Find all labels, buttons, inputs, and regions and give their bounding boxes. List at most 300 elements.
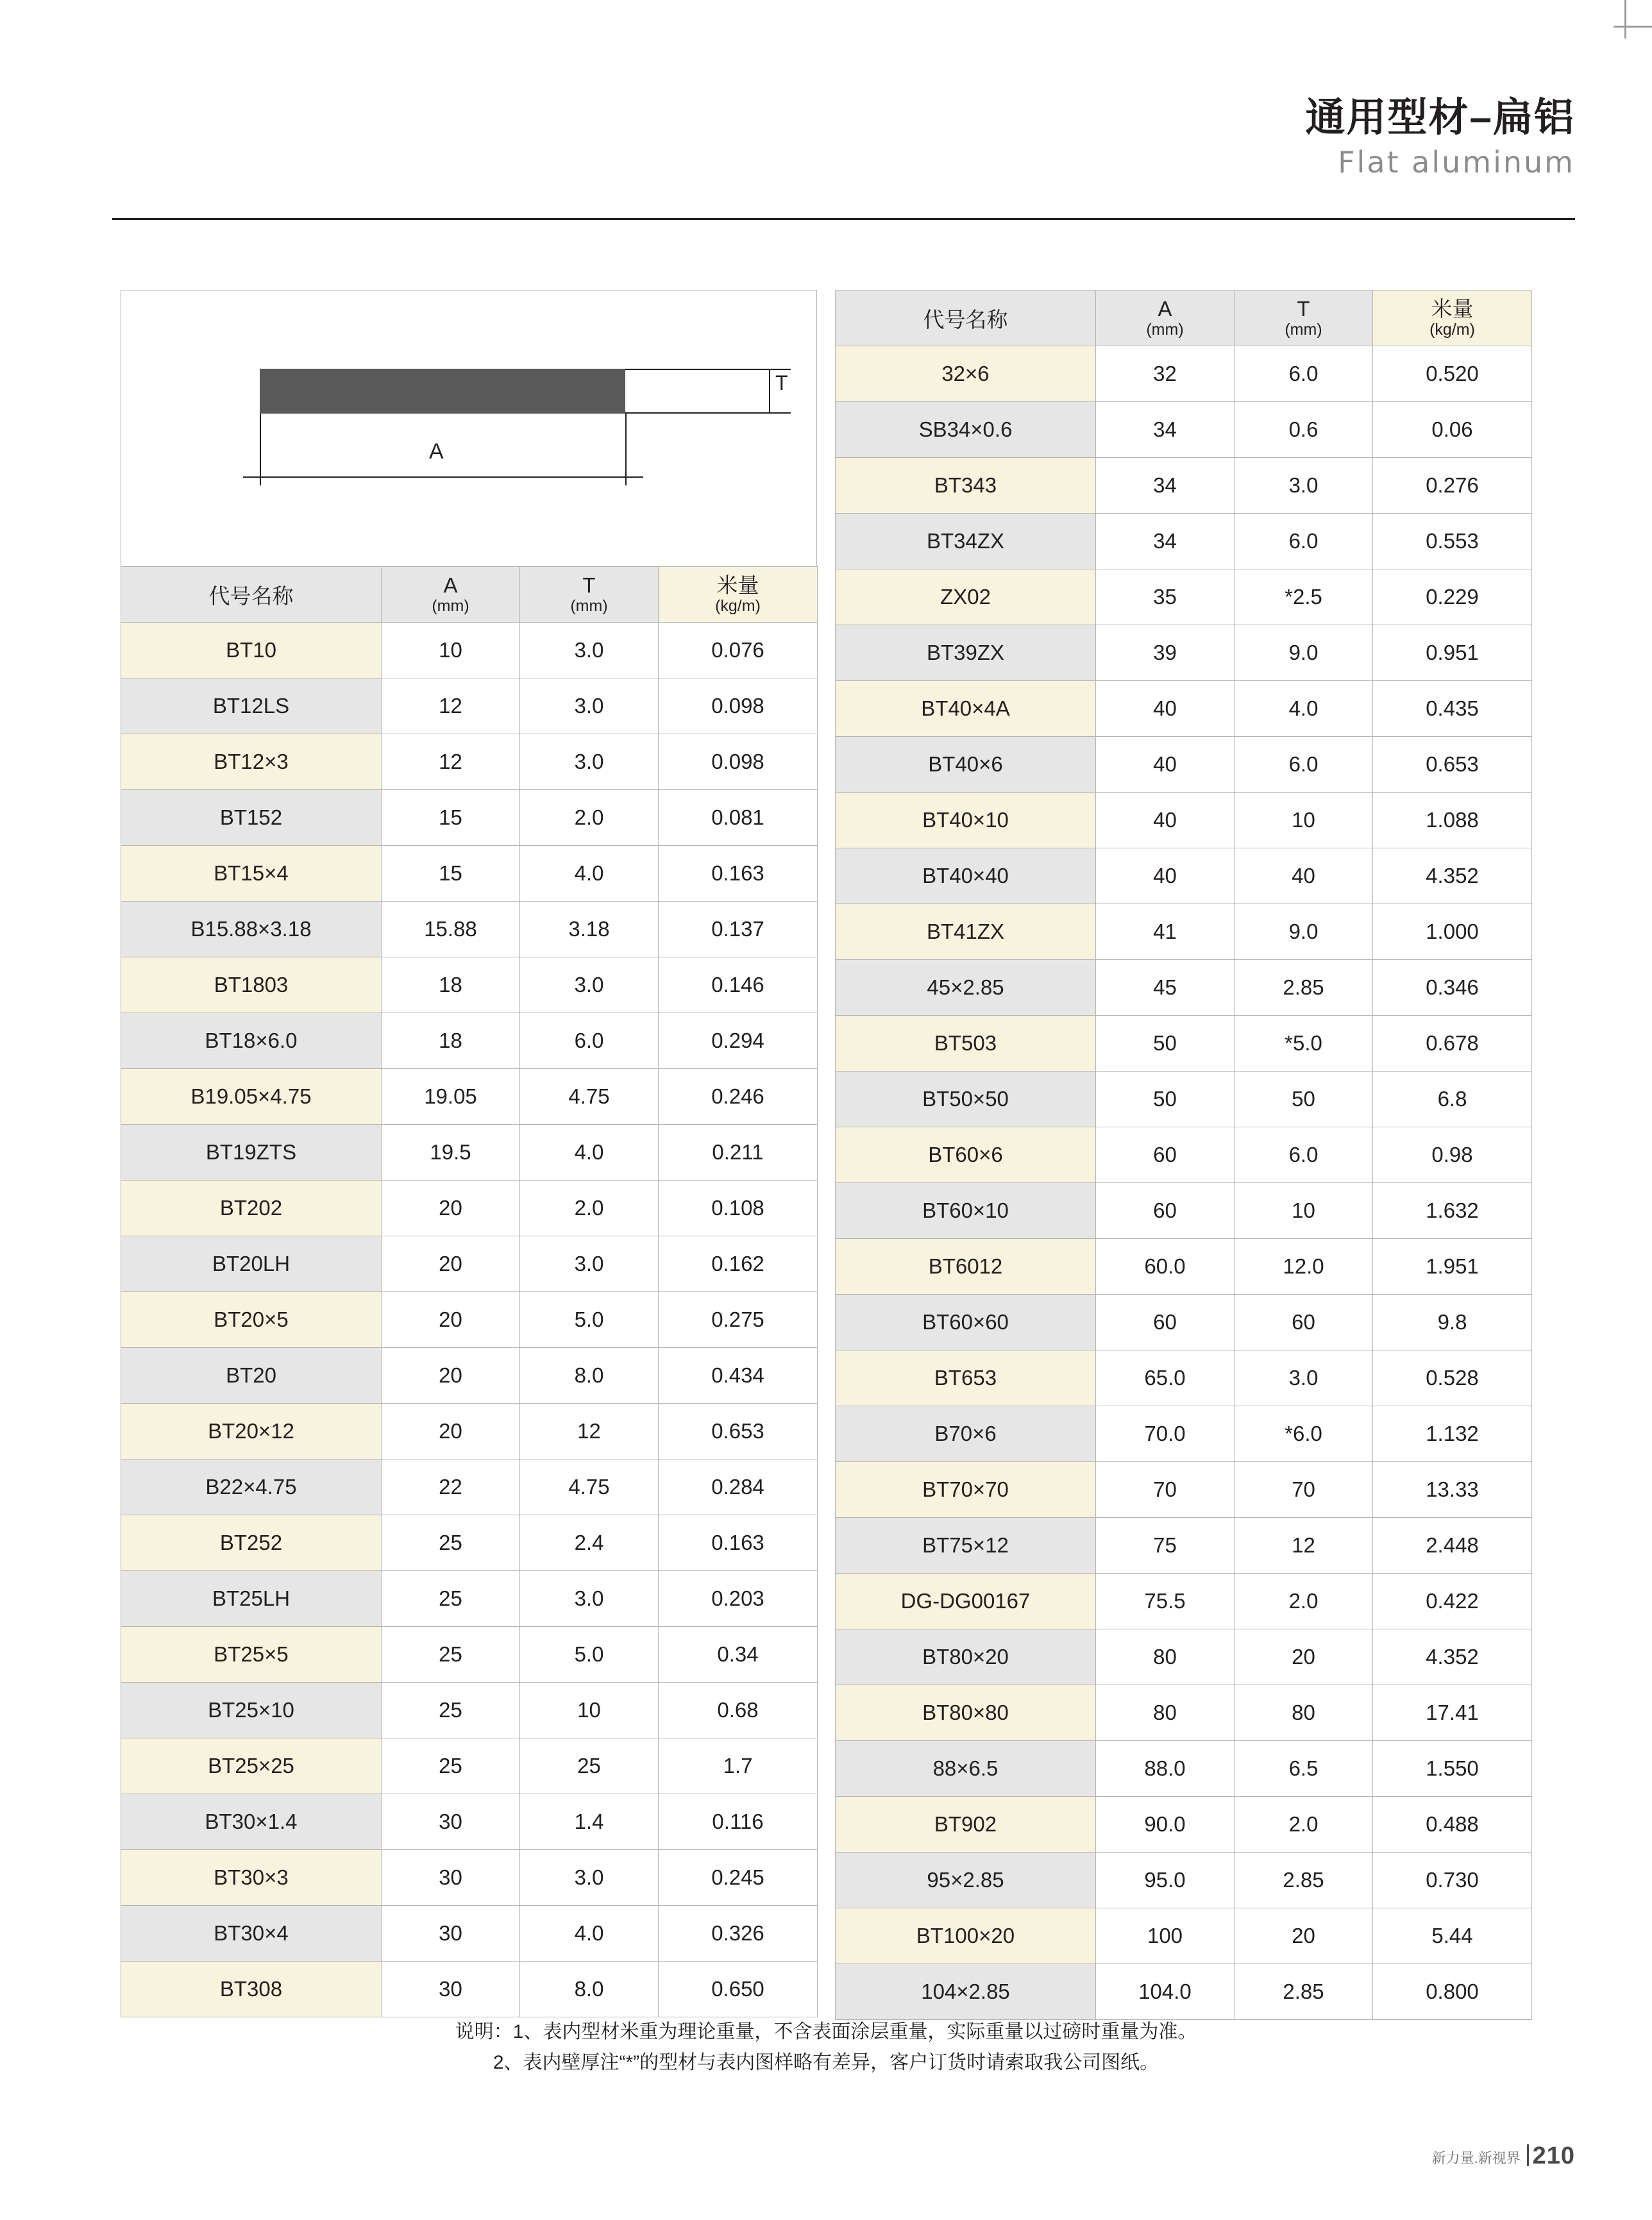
- cell-code-name: BT902: [836, 1797, 1096, 1853]
- table-row: [121, 1181, 818, 1236]
- cell-t: 60: [1235, 1295, 1373, 1350]
- cell-a: 20: [382, 1292, 520, 1348]
- cell-a: 30: [382, 1906, 520, 1962]
- cell-weight: 0.434: [659, 1348, 818, 1404]
- cell-a: 20: [382, 1404, 520, 1459]
- table-row: [121, 790, 818, 846]
- table-header-row: [121, 567, 818, 623]
- header-name: 代号名称: [836, 290, 1096, 346]
- cell-weight: 0.678: [1373, 1016, 1532, 1072]
- cell-code-name: BT6012: [836, 1239, 1096, 1295]
- cell-code-name: 88×6.5: [836, 1741, 1096, 1797]
- cell-t: 3.0: [1235, 1350, 1373, 1406]
- cell-t: *6.0: [1235, 1406, 1373, 1462]
- cell-weight: 0.203: [659, 1571, 818, 1627]
- cell-a: 20: [382, 1181, 520, 1236]
- cell-code-name: BT25×5: [121, 1627, 382, 1683]
- table-row: [836, 1518, 1532, 1574]
- header-a: [1096, 290, 1235, 346]
- cell-t: 2.0: [520, 790, 659, 846]
- cell-code-name: DG-DG00167: [836, 1574, 1096, 1629]
- cell-code-name: BT50×50: [836, 1072, 1096, 1127]
- cell-code-name: BT18×6.0: [121, 1013, 382, 1069]
- cell-code-name: BT34ZX: [836, 514, 1096, 569]
- cell-a: 18: [382, 957, 520, 1013]
- cell-weight: 0.294: [659, 1013, 818, 1069]
- header-weight-unit: (kg/m): [1429, 321, 1475, 339]
- table-row: [836, 569, 1532, 625]
- cell-t: 4.75: [520, 1459, 659, 1515]
- cell-t: 6.0: [1235, 346, 1373, 402]
- cell-code-name: BT252: [121, 1515, 382, 1571]
- table-row: [836, 904, 1532, 960]
- extension-line-left: [260, 414, 261, 485]
- table-row: [121, 1236, 818, 1292]
- cell-weight: 0.488: [1373, 1797, 1532, 1853]
- extension-line-right: [625, 414, 627, 485]
- cell-t: 20: [1235, 1629, 1373, 1685]
- table-row: [836, 1629, 1532, 1685]
- cell-a: 80: [1096, 1685, 1235, 1741]
- cell-weight: 1.550: [1373, 1741, 1532, 1797]
- cell-weight: 0.06: [1373, 402, 1532, 458]
- cell-code-name: BT152: [121, 790, 382, 846]
- page-number: [1527, 2142, 1575, 2170]
- cell-code-name: BT40×4A: [836, 681, 1096, 737]
- table-row: [836, 848, 1532, 904]
- header-a-main: A: [443, 573, 458, 597]
- cell-code-name: BT80×20: [836, 1629, 1096, 1685]
- header-t-main: T: [1297, 296, 1310, 321]
- page-subtitle: Flat aluminum: [1338, 145, 1575, 180]
- cell-weight: 17.41: [1373, 1685, 1532, 1741]
- table-row: [121, 1459, 818, 1515]
- cell-t: 2.0: [520, 1181, 659, 1236]
- cell-code-name: BT12LS: [121, 678, 382, 734]
- cell-t: 6.0: [1235, 737, 1373, 793]
- cell-a: 19.5: [382, 1125, 520, 1181]
- cell-code-name: BT15×4: [121, 846, 382, 902]
- cell-weight: 1.632: [1373, 1183, 1532, 1239]
- cell-weight: 4.352: [1373, 848, 1532, 904]
- table-row: [836, 1797, 1532, 1853]
- cell-code-name: BT25LH: [121, 1571, 382, 1627]
- table-row: [836, 737, 1532, 793]
- table-row: [121, 734, 818, 790]
- cell-code-name: BT10: [121, 623, 382, 678]
- cell-code-name: BT202: [121, 1181, 382, 1236]
- table-row: [121, 1069, 818, 1125]
- table-row: [836, 1574, 1532, 1629]
- cell-t: 10: [1235, 1183, 1373, 1239]
- cell-weight: 1.7: [659, 1738, 818, 1794]
- right-table-body: [836, 346, 1532, 2020]
- cell-t: 10: [520, 1683, 659, 1738]
- cell-weight: 9.8: [1373, 1295, 1532, 1350]
- cell-t: 50: [1235, 1072, 1373, 1127]
- cell-t: 3.0: [520, 1571, 659, 1627]
- left-spec-table: [121, 566, 818, 2017]
- header-weight-main: 米量: [1431, 296, 1474, 321]
- cell-weight: 0.730: [1373, 1853, 1532, 1908]
- cell-code-name: BT100×20: [836, 1908, 1096, 1964]
- table-row: [121, 678, 818, 734]
- cell-a: 100: [1096, 1908, 1235, 1964]
- cell-code-name: BT60×60: [836, 1295, 1096, 1350]
- table-row: [836, 960, 1532, 1016]
- cell-a: 34: [1096, 458, 1235, 514]
- table-row: [121, 1794, 818, 1850]
- cell-code-name: BT20×5: [121, 1292, 382, 1348]
- table-row: [836, 1127, 1532, 1183]
- table-row: [121, 957, 818, 1013]
- dimension-tick-t-top: [748, 369, 791, 370]
- header-a-main: A: [1158, 296, 1172, 321]
- cell-t: 2.4: [520, 1515, 659, 1571]
- cell-a: 22: [382, 1459, 520, 1515]
- cell-weight: 0.284: [659, 1459, 818, 1515]
- dimension-tick-t-bottom: [748, 412, 791, 414]
- cell-code-name: BT60×6: [836, 1127, 1096, 1183]
- cell-code-name: BT25×25: [121, 1738, 382, 1794]
- header-t: [1235, 290, 1373, 346]
- cell-a: 80: [1096, 1629, 1235, 1685]
- cell-weight: 0.276: [1373, 458, 1532, 514]
- cell-t: 5.0: [520, 1292, 659, 1348]
- table-row: [836, 1350, 1532, 1406]
- cell-t: 3.18: [520, 902, 659, 957]
- cell-a: 18: [382, 1013, 520, 1069]
- table-row: [121, 1738, 818, 1794]
- cell-weight: 0.650: [659, 1962, 818, 2017]
- cell-t: 8.0: [520, 1962, 659, 2017]
- cell-t: 4.75: [520, 1069, 659, 1125]
- profile-diagram: [121, 290, 817, 566]
- crop-mark-horizontal: [1614, 26, 1652, 28]
- cell-t: 80: [1235, 1685, 1373, 1741]
- cell-a: 75: [1096, 1518, 1235, 1574]
- cell-weight: 0.528: [1373, 1350, 1532, 1406]
- cell-t: 4.0: [520, 846, 659, 902]
- left-column: [121, 290, 817, 2020]
- cell-code-name: B70×6: [836, 1406, 1096, 1462]
- header-a: [382, 567, 520, 623]
- page-footer: [1431, 2142, 1575, 2170]
- cell-a: 60: [1096, 1183, 1235, 1239]
- table-row: [836, 681, 1532, 737]
- cell-weight: 0.951: [1373, 625, 1532, 681]
- cell-code-name: B22×4.75: [121, 1459, 382, 1515]
- cell-weight: 0.146: [659, 957, 818, 1013]
- dimension-label-t: T: [775, 371, 788, 394]
- cell-a: 25: [382, 1571, 520, 1627]
- right-column: [835, 290, 1531, 2020]
- cell-weight: 6.8: [1373, 1072, 1532, 1127]
- table-row: [121, 1125, 818, 1181]
- header-divider: [112, 218, 1575, 220]
- cell-a: 34: [1096, 514, 1235, 569]
- cell-weight: 0.137: [659, 902, 818, 957]
- cell-t: 6.0: [1235, 514, 1373, 569]
- cell-code-name: 45×2.85: [836, 960, 1096, 1016]
- cell-a: 12: [382, 678, 520, 734]
- cell-weight: 0.326: [659, 1906, 818, 1962]
- cell-a: 88.0: [1096, 1741, 1235, 1797]
- cell-t: 4.0: [520, 1125, 659, 1181]
- cell-weight: 0.800: [1373, 1964, 1532, 2020]
- header-t-main: T: [582, 573, 596, 597]
- cell-t: 5.0: [520, 1627, 659, 1683]
- table-row: [836, 1239, 1532, 1295]
- cell-t: 3.0: [520, 1850, 659, 1906]
- cell-weight: 0.098: [659, 734, 818, 790]
- cell-t: 3.0: [520, 678, 659, 734]
- table-row: [121, 1850, 818, 1906]
- cell-weight: 2.448: [1373, 1518, 1532, 1574]
- cell-a: 30: [382, 1850, 520, 1906]
- page-title: 通用型材–扁铝: [1305, 96, 1575, 140]
- header-a-unit: (mm): [432, 597, 469, 616]
- cell-weight: 0.245: [659, 1850, 818, 1906]
- cell-weight: 0.229: [1373, 569, 1532, 625]
- cell-t: 12.0: [1235, 1239, 1373, 1295]
- cell-weight: 0.98: [1373, 1127, 1532, 1183]
- cell-code-name: BT80×80: [836, 1685, 1096, 1741]
- cell-a: 20: [382, 1236, 520, 1292]
- cell-t: 10: [1235, 793, 1373, 848]
- note-line-1: 说明：1、表内型材米重为理论重量，不含表面涂层重量，实际重量以过磅时重量为准。: [455, 2021, 1197, 2042]
- cell-a: 70: [1096, 1462, 1235, 1518]
- cell-t: 2.0: [1235, 1574, 1373, 1629]
- cell-weight: 13.33: [1373, 1462, 1532, 1518]
- cell-a: 104.0: [1096, 1964, 1235, 2020]
- cell-weight: 0.163: [659, 1515, 818, 1571]
- table-row: [836, 1072, 1532, 1127]
- table-row: [121, 1571, 818, 1627]
- cell-t: 6.0: [1235, 1127, 1373, 1183]
- cell-weight: 0.076: [659, 623, 818, 678]
- cell-a: 40: [1096, 681, 1235, 737]
- cell-t: 4.0: [1235, 681, 1373, 737]
- notes-block: [0, 2017, 1652, 2078]
- cell-code-name: BT30×4: [121, 1906, 382, 1962]
- cell-weight: 0.346: [1373, 960, 1532, 1016]
- cell-a: 75.5: [1096, 1574, 1235, 1629]
- left-table-body: [121, 623, 818, 2017]
- cell-a: 15: [382, 846, 520, 902]
- cell-a: 25: [382, 1627, 520, 1683]
- cell-t: 6.5: [1235, 1741, 1373, 1797]
- cell-t: 12: [1235, 1518, 1373, 1574]
- table-row: [836, 1853, 1532, 1908]
- cell-a: 32: [1096, 346, 1235, 402]
- cell-code-name: BT12×3: [121, 734, 382, 790]
- table-row: [121, 1515, 818, 1571]
- table-row: [121, 1906, 818, 1962]
- cell-weight: 0.081: [659, 790, 818, 846]
- cell-a: 70.0: [1096, 1406, 1235, 1462]
- cell-code-name: ZX02: [836, 569, 1096, 625]
- cell-code-name: 32×6: [836, 346, 1096, 402]
- cell-a: 45: [1096, 960, 1235, 1016]
- dimension-line-t: [769, 369, 770, 414]
- cell-a: 10: [382, 623, 520, 678]
- cell-weight: 0.246: [659, 1069, 818, 1125]
- cell-code-name: BT30×3: [121, 1850, 382, 1906]
- cell-a: 60: [1096, 1127, 1235, 1183]
- page-number-value: 210: [1532, 2142, 1575, 2169]
- cell-code-name: B19.05×4.75: [121, 1069, 382, 1125]
- header-name: 代号名称: [121, 567, 382, 623]
- table-row: [121, 902, 818, 957]
- cell-code-name: BT60×10: [836, 1183, 1096, 1239]
- table-row: [836, 402, 1532, 458]
- dimension-label-a: A: [429, 439, 444, 464]
- table-row: [836, 1964, 1532, 2020]
- cell-a: 25: [382, 1515, 520, 1571]
- cell-a: 41: [1096, 904, 1235, 960]
- cell-weight: 0.163: [659, 846, 818, 902]
- cell-code-name: BT70×70: [836, 1462, 1096, 1518]
- cell-t: 2.85: [1235, 1853, 1373, 1908]
- cell-t: 2.85: [1235, 1964, 1373, 2020]
- cell-weight: 0.162: [659, 1236, 818, 1292]
- cell-a: 50: [1096, 1016, 1235, 1072]
- cell-t: 3.0: [520, 623, 659, 678]
- page-header: [1306, 96, 1575, 182]
- cell-t: 40: [1235, 848, 1373, 904]
- table-row: [121, 623, 818, 678]
- table-row: [836, 1685, 1532, 1741]
- cell-a: 30: [382, 1794, 520, 1850]
- cell-weight: 0.108: [659, 1181, 818, 1236]
- cell-t: 0.6: [1235, 402, 1373, 458]
- cell-a: 15: [382, 790, 520, 846]
- cell-a: 40: [1096, 737, 1235, 793]
- cell-code-name: BT41ZX: [836, 904, 1096, 960]
- cell-a: 65.0: [1096, 1350, 1235, 1406]
- table-row: [836, 1016, 1532, 1072]
- cell-t: 20: [1235, 1908, 1373, 1964]
- cell-weight: 4.352: [1373, 1629, 1532, 1685]
- cell-code-name: BT653: [836, 1350, 1096, 1406]
- footer-slogan: 新力量.新视界: [1431, 2150, 1521, 2166]
- cell-weight: 0.34: [659, 1627, 818, 1683]
- cell-weight: 5.44: [1373, 1908, 1532, 1964]
- cell-a: 60: [1096, 1295, 1235, 1350]
- table-row: [836, 458, 1532, 514]
- cell-a: 50: [1096, 1072, 1235, 1127]
- table-row: [836, 514, 1532, 569]
- table-row: [836, 1908, 1532, 1964]
- header-t-unit: (mm): [1285, 321, 1322, 339]
- cell-code-name: BT40×6: [836, 737, 1096, 793]
- content-area: [121, 290, 1531, 2020]
- cell-code-name: BT20LH: [121, 1236, 382, 1292]
- table-row: [836, 346, 1532, 402]
- header-weight: [1373, 290, 1532, 346]
- cell-t: 3.0: [520, 734, 659, 790]
- cell-weight: 1.000: [1373, 904, 1532, 960]
- crop-mark-vertical: [1624, 0, 1626, 38]
- cell-t: 12: [520, 1404, 659, 1459]
- cell-a: 25: [382, 1683, 520, 1738]
- cell-a: 15.88: [382, 902, 520, 957]
- table-row: [836, 1462, 1532, 1518]
- cell-code-name: BT503: [836, 1016, 1096, 1072]
- cell-code-name: BT20×12: [121, 1404, 382, 1459]
- cell-t: 70: [1235, 1462, 1373, 1518]
- cell-code-name: SB34×0.6: [836, 402, 1096, 458]
- cell-a: 35: [1096, 569, 1235, 625]
- table-row: [836, 1741, 1532, 1797]
- table-row: [121, 846, 818, 902]
- header-a-unit: (mm): [1146, 321, 1184, 339]
- cell-code-name: BT40×40: [836, 848, 1096, 904]
- cell-weight: 0.211: [659, 1125, 818, 1181]
- table-row: [836, 1183, 1532, 1239]
- cell-weight: 0.520: [1373, 346, 1532, 402]
- table-row: [121, 1348, 818, 1404]
- cell-weight: 0.098: [659, 678, 818, 734]
- cell-code-name: BT25×10: [121, 1683, 382, 1738]
- header-t: [520, 567, 659, 623]
- note-line-2: 2、表内壁厚注“*”的型材与表内图样略有差异，客户订货时请索取我公司图纸。: [493, 2052, 1159, 2073]
- cell-code-name: 104×2.85: [836, 1964, 1096, 2020]
- table-row: [836, 625, 1532, 681]
- cell-t: *5.0: [1235, 1016, 1373, 1072]
- cell-a: 20: [382, 1348, 520, 1404]
- cell-a: 25: [382, 1738, 520, 1794]
- cell-t: 9.0: [1235, 904, 1373, 960]
- cell-a: 90.0: [1096, 1797, 1235, 1853]
- cell-a: 40: [1096, 793, 1235, 848]
- header-t-unit: (mm): [570, 597, 608, 616]
- table-row: [121, 1683, 818, 1738]
- table-row: [836, 1406, 1532, 1462]
- cell-code-name: BT19ZTS: [121, 1125, 382, 1181]
- cell-a: 34: [1096, 402, 1235, 458]
- table-header-row: [836, 290, 1532, 346]
- table-row: [121, 1404, 818, 1459]
- right-spec-table: [835, 290, 1532, 2020]
- cell-code-name: BT308: [121, 1962, 382, 2017]
- cell-code-name: BT75×12: [836, 1518, 1096, 1574]
- cell-t: 2.85: [1235, 960, 1373, 1016]
- cell-weight: 0.435: [1373, 681, 1532, 737]
- cell-weight: 1.132: [1373, 1406, 1532, 1462]
- table-row: [121, 1962, 818, 2017]
- cell-code-name: B15.88×3.18: [121, 902, 382, 957]
- cell-t: 3.0: [1235, 458, 1373, 514]
- cell-t: 6.0: [520, 1013, 659, 1069]
- cell-weight: 0.422: [1373, 1574, 1532, 1629]
- cell-a: 39: [1096, 625, 1235, 681]
- flat-bar-shape: [260, 369, 625, 414]
- cell-t: 1.4: [520, 1794, 659, 1850]
- cell-a: 30: [382, 1962, 520, 2017]
- cell-a: 19.05: [382, 1069, 520, 1125]
- cell-a: 60.0: [1096, 1239, 1235, 1295]
- table-row: [121, 1013, 818, 1069]
- table-row: [836, 793, 1532, 848]
- dimension-line-a: [243, 476, 643, 478]
- table-row: [121, 1627, 818, 1683]
- cell-code-name: BT20: [121, 1348, 382, 1404]
- cell-t: 9.0: [1235, 625, 1373, 681]
- cell-t: 4.0: [520, 1906, 659, 1962]
- header-weight: [659, 567, 818, 623]
